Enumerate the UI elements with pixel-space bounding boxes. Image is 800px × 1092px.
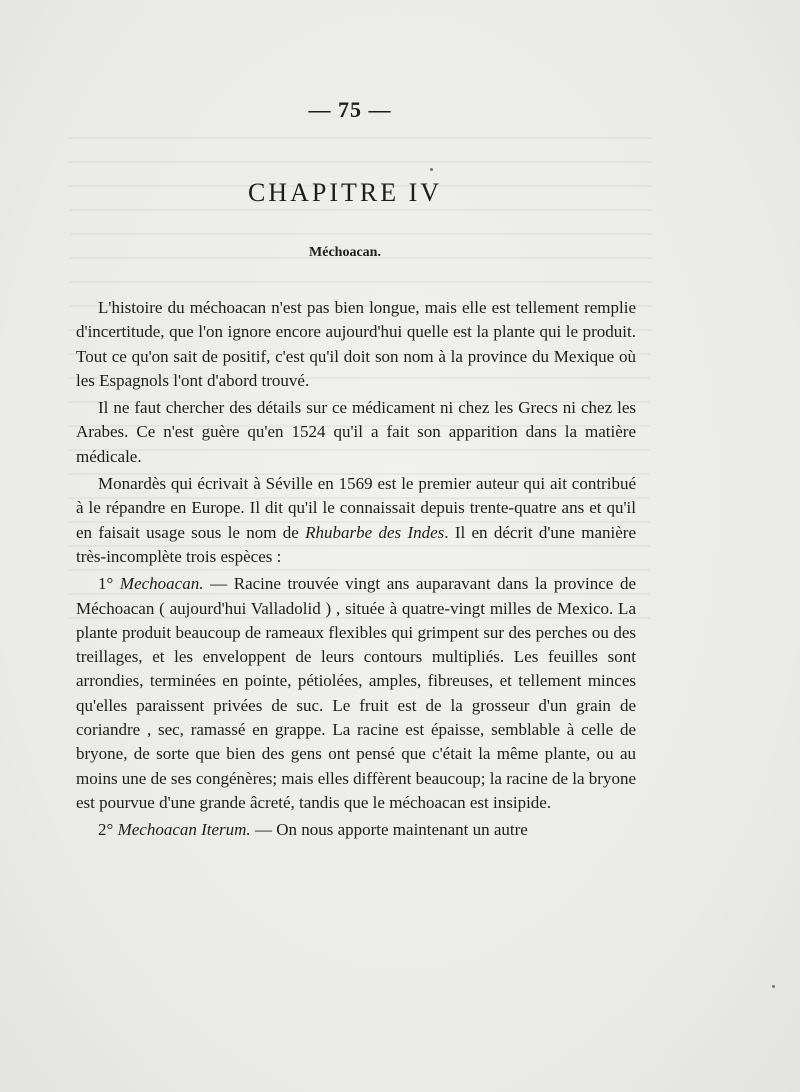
paragraph-3-text-a: Monardès qui écrivait à Séville en 1569 est le premier auteur qui ait contribué à le répandre en Europe. Il dit qu'il le connaissait depuis trente-quatre ans et qu'il en faisait usage sous le nom de [76,474,636,542]
chapter-subtitle: Méchoacan. [309,245,381,260]
paragraph-4-number: 1° [98,574,120,594]
paragraph-2 [76,396,636,469]
paper-speck [772,985,775,988]
paragraph-4-italic: Mechoacan. [119,574,204,594]
paragraph-5-italic: Mechoacan Iterum. [117,820,251,840]
page-number: — 75 — [308,97,392,122]
paragraph-1 [76,296,636,393]
paragraph-3-text-b: . Il en décrit d'une manière très-incomplète trois espèces : [76,522,637,566]
paragraph-2-text: Il ne faut chercher des détails sur ce médicament ni chez les Grecs ni chez les Arabes. Ce n'est guère qu'en 1524 qu'il a fait son apparition dans la matière médicale. [76,398,636,466]
body-text [76,296,636,843]
chapter-title: CHAPITRE IV [247,178,443,207]
paragraph-4 [76,572,636,815]
paragraph-3 [76,472,636,569]
paragraph-5 [76,818,636,842]
paper-speck [430,168,433,171]
paragraph-3-italic: Rhubarbe des Indes [305,522,445,542]
paragraph-1-text: L'histoire du méchoacan n'est pas bien longue, mais elle est tellement remplie d'incertitude, que l'on ignore encore aujourd'hui quelle est la plante qui le produit. Tout ce qu'on sait de positif, c'est qu'il doit son nom à la province du Mexique où les Espagnols l'ont d'abord trouvé. [76,298,636,390]
paragraph-5-text: — On nous apporte maintenant un autre [250,820,528,840]
paragraph-4-text: — Racine trouvée vingt ans auparavant dans la province de Méchoacan ( aujourd'hui Valladolid ) , située à quatre-vingt milles de Mexico. La plante produit beaucoup de rameaux flexibles qui grimpent sur des perches ou des treillages, et les enveloppent de leurs contours multipliés. Les feuilles sont arrondies, terminées en pointe, pétiolées, amples, fibreuses, et tellement minces qu'elles paraissent privées de suc. Le fruit est de la grosseur d'un grain de coriandre , sec, ramassé en grappe. La racine est épaisse, semblable à celle de bryone, de sorte que bien des gens ont pensé que c'était la même plante, ou au moins une de ses congénères; mais elles diffèrent beaucoup; la racine de la bryone est pourvue d'une grande âcreté, tandis que le méchoacan est insipide. [76,574,637,812]
paragraph-5-number: 2° [98,820,118,840]
